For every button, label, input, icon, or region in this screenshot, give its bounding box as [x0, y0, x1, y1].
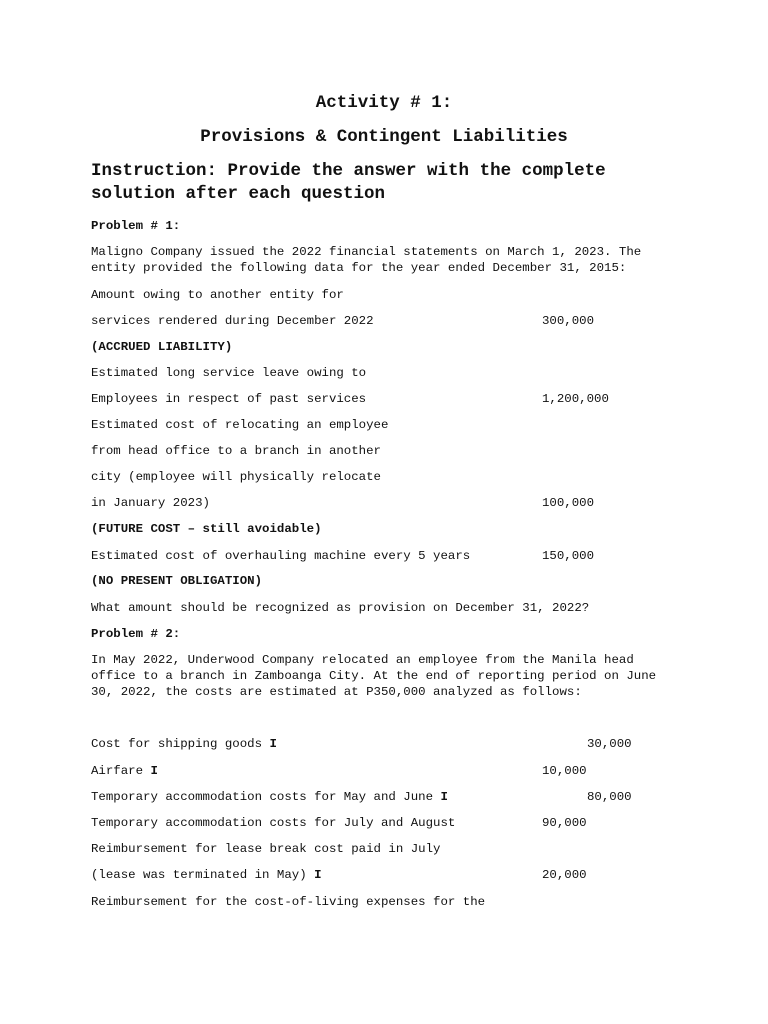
- cost-item-label: Cost for shipping goods: [91, 737, 270, 751]
- line-item-label: Employees in respect of past services: [91, 392, 367, 406]
- page-title: Activity # 1:: [315, 93, 453, 113]
- cost-item: [91, 737, 277, 752]
- problem-2-intro-line: 30, 2022, the costs are estimated at P350,000 analyzed as follows:: [91, 685, 582, 699]
- cost-item-amount: 90,000: [542, 816, 587, 830]
- classification-note: (FUTURE COST – still avoidable): [91, 522, 322, 536]
- line-item-label: Estimated long service leave owing to: [91, 366, 367, 380]
- line-item-amount: 300,000: [542, 314, 595, 328]
- problem-1-intro-line: entity provided the following data for the year ended December 31, 2015:: [91, 261, 627, 275]
- line-item-label: in January 2023): [91, 496, 210, 510]
- cost-item-amount: 20,000: [542, 868, 587, 882]
- cost-item-amount: 80,000: [587, 790, 632, 804]
- cost-item-label: Temporary accommodation costs for July and August: [91, 816, 456, 830]
- cost-item: [91, 868, 322, 883]
- classification-note: (NO PRESENT OBLIGATION): [91, 574, 263, 588]
- cost-item: [91, 764, 158, 779]
- page-subtitle: Provisions & Contingent Liabilities: [200, 127, 568, 147]
- cost-item-label: Temporary accommodation costs for May and June: [91, 790, 441, 804]
- line-item-label: from head office to a branch in another: [91, 444, 381, 458]
- instruction-line-2: solution after each question: [91, 184, 386, 204]
- cost-item-amount: 30,000: [587, 737, 632, 751]
- cost-item-amount: 10,000: [542, 764, 587, 778]
- problem-1-heading: Problem # 1:: [91, 219, 181, 233]
- line-item-amount: 100,000: [542, 496, 595, 510]
- problem-2-intro-line: office to a branch in Zamboanga City. At the end of reporting period on June: [91, 669, 657, 683]
- cost-item-label: Airfare: [91, 764, 151, 778]
- line-item-label: city (employee will physically relocate: [91, 470, 381, 484]
- problem-1-intro-line: Maligno Company issued the 2022 financial statements on March 1, 2023. The: [91, 245, 642, 259]
- instruction-line-1: Instruction: Provide the answer with the complete: [91, 161, 606, 181]
- cost-item-marker: I: [314, 868, 322, 882]
- line-item-label: Estimated cost of overhauling machine every 5 years: [91, 549, 471, 563]
- problem-1-question: What amount should be recognized as provision on December 31, 2022?: [91, 601, 590, 615]
- cost-item-label: (lease was terminated in May): [91, 868, 315, 882]
- cost-item: [91, 790, 448, 805]
- cost-item-marker: I: [150, 764, 158, 778]
- cost-item-label: Reimbursement for lease break cost paid in July: [91, 842, 441, 856]
- cost-item-label: Reimbursement for the cost-of-living expenses for the: [91, 895, 486, 909]
- line-item-amount: 150,000: [542, 549, 595, 563]
- classification-note: (ACCRUED LIABILITY): [91, 340, 233, 354]
- cost-item-marker: I: [269, 737, 277, 751]
- problem-2-intro-line: In May 2022, Underwood Company relocated an employee from the Manila head: [91, 653, 634, 667]
- problem-2-heading: Problem # 2:: [91, 627, 181, 641]
- cost-item-marker: I: [440, 790, 448, 804]
- line-item-label: Amount owing to another entity for: [91, 288, 344, 302]
- line-item-label: Estimated cost of relocating an employee: [91, 418, 389, 432]
- line-item-amount: 1,200,000: [542, 392, 609, 406]
- line-item-label: services rendered during December 2022: [91, 314, 374, 328]
